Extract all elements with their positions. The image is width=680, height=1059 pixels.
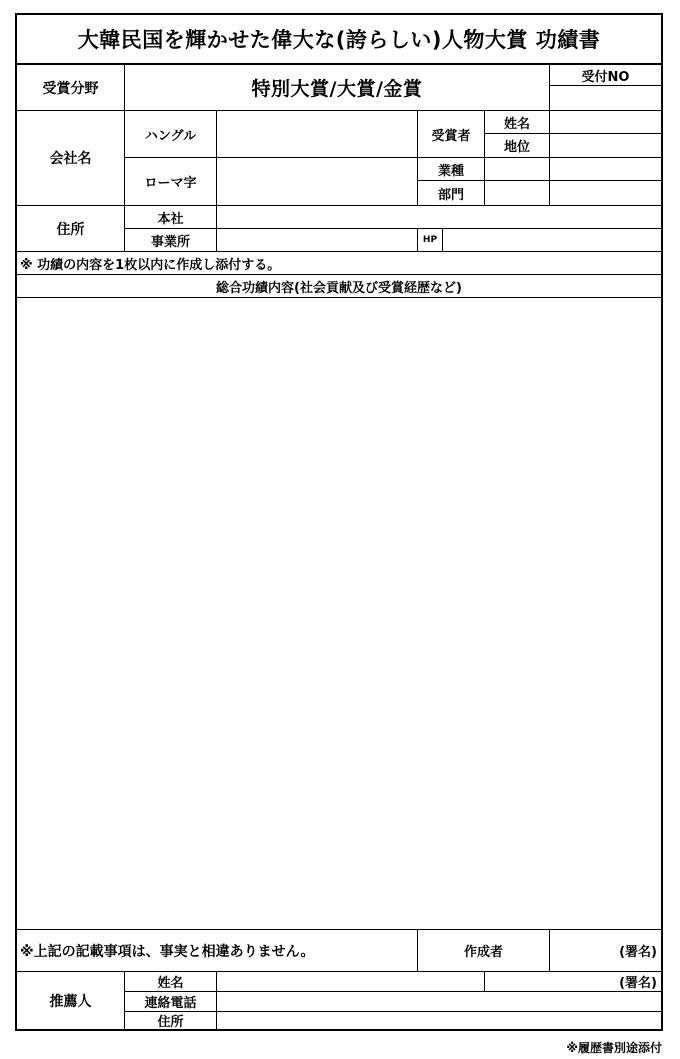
head-office-field[interactable] <box>217 206 661 228</box>
industry-field[interactable] <box>485 158 549 180</box>
hp-field[interactable] <box>443 229 661 251</box>
recommender-name-field[interactable] <box>217 972 484 991</box>
name-label: 姓名 <box>503 116 530 132</box>
summary-header: 総合功績内容(社会貢献及び受賞経歴など) <box>216 280 462 296</box>
company-romaji-field[interactable] <box>217 158 417 205</box>
department-label: 部門 <box>437 187 464 203</box>
recommender-name-label: 姓名 <box>157 976 184 991</box>
recommender-label: 推薦人 <box>49 993 92 1010</box>
category-label: 受賞分野 <box>42 80 99 97</box>
declaration-text: ※上記の記載事項は、事実と相違ありません。 <box>20 943 315 960</box>
author-label: 作成者 <box>463 945 503 960</box>
industry-label: 業種 <box>437 163 464 179</box>
recommender-address-field[interactable] <box>217 1012 661 1029</box>
hangul-label: ハングル <box>144 128 197 144</box>
recommender-address-label: 住所 <box>157 1015 184 1029</box>
department-extra-field[interactable] <box>550 181 661 205</box>
company-label: 会社名 <box>49 151 92 167</box>
reception-no-field[interactable] <box>550 86 661 110</box>
award-names: 特別大賞/大賞/金賞 <box>251 78 423 100</box>
attachment-note: ※ 功績の内容を1枚以内に作成し添付する。 <box>20 257 281 273</box>
resume-note: ※履歴書別途添付 <box>566 1041 662 1055</box>
awardee-name-field[interactable] <box>550 111 661 133</box>
award-form <box>15 13 663 1031</box>
position-label: 地位 <box>503 140 530 155</box>
hp-label: HP <box>422 235 438 245</box>
office-label: 事業所 <box>150 234 190 250</box>
author-signature[interactable]: (署名) <box>619 945 657 960</box>
department-field[interactable] <box>485 181 549 205</box>
reception-no-label: 受付NO <box>581 69 630 85</box>
recommender-signature[interactable]: (署名) <box>619 976 657 991</box>
awardee-position-field[interactable] <box>550 134 661 157</box>
office-field[interactable] <box>217 229 417 251</box>
form-title: 大韓民国を輝かせた偉大な(誇らしい)人物大賞 功績書 <box>77 28 601 52</box>
head-office-label: 本社 <box>157 211 184 227</box>
address-label: 住所 <box>56 221 85 238</box>
company-hangul-field[interactable] <box>217 111 417 157</box>
recommender-phone-label: 連絡電話 <box>144 996 197 1011</box>
industry-extra-field[interactable] <box>550 158 661 180</box>
awardee-label: 受賞者 <box>431 128 471 144</box>
romaji-label: ローマ字 <box>144 176 197 191</box>
recommender-phone-field[interactable] <box>217 992 661 1011</box>
summary-content-area[interactable] <box>17 298 661 929</box>
